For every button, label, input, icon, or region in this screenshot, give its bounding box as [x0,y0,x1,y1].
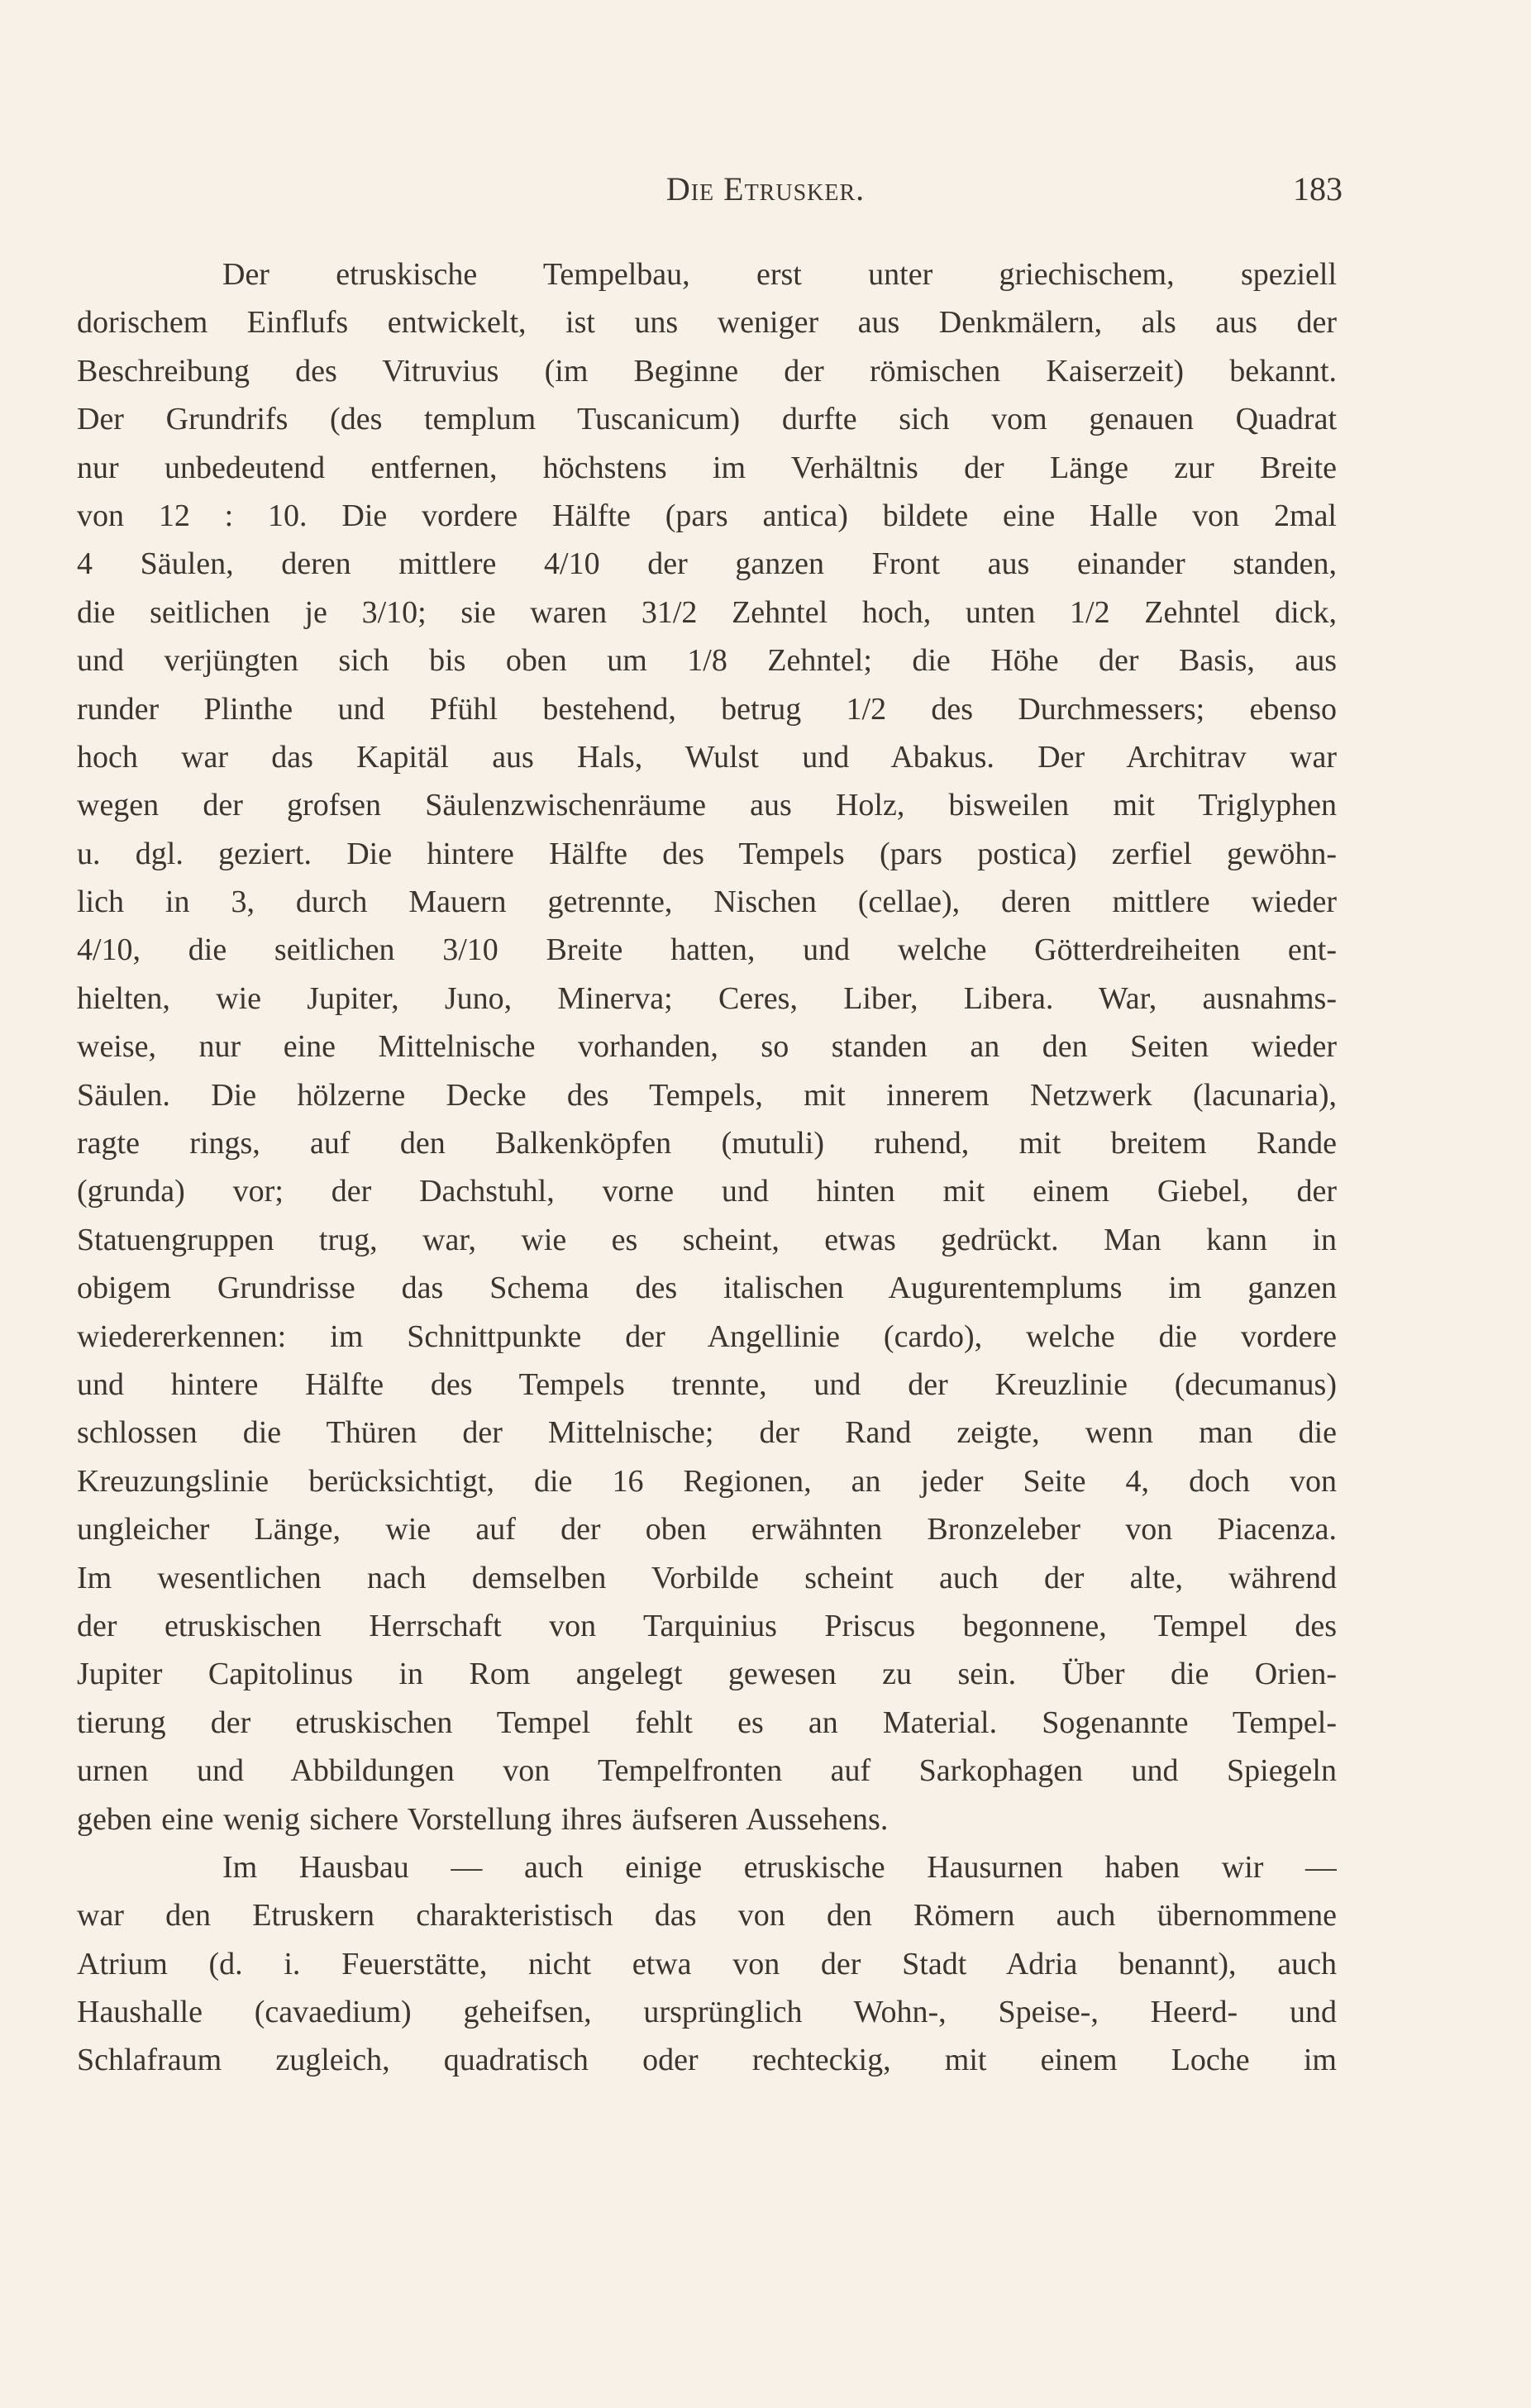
text-line: obigem Grundrisse das Schema des italischen Augurentemplums im ganzen [77,1271,1337,1306]
text-line: und hintere Hälfte des Tempels trennte, und der Kreuzlinie (decumanus) [77,1366,1337,1402]
text-line: Im wesentlichen nach demselben Vorbilde scheint auch der alte, während [77,1560,1337,1595]
text-line: nur unbedeutend entfernen, höchstens im Verhältnis der Länge zur Breite [77,450,1337,485]
text-line: weise, nur eine Mittelnische vorhanden, so standen an den Seiten wieder [77,1029,1337,1065]
page-number: 183 [1293,170,1343,207]
text-line: lich in 3, durch Mauern getrennte, Nischen (cellae), deren mittlere wieder [77,885,1337,920]
text-line: schlossen die Thüren der Mittelnische; der Rand zeigte, wenn man die [77,1415,1337,1451]
running-head [0,169,1531,219]
text-line: ragte rings, auf den Balkenköpfen (mutuli) ruhend, mit breitem Rande [77,1126,1337,1161]
text-line: Im Hausbau — auch einige etruskische Hausurnen haben wir — [222,1849,1337,1885]
text-line: 4 Säulen, deren mittlere 4/10 der ganzen Front aus einander standen, [77,546,1337,582]
text-line: (grunda) vor; der Dachstuhl, vorne und hinten mit einem Giebel, der [77,1174,1337,1209]
running-title: Die Etrusker. [665,170,866,207]
text-line: 4/10, die seitlichen 3/10 Breite hatten, und welche Götterdreiheiten ent- [77,932,1337,968]
text-line: der etruskischen Herrschaft von Tarquinius Priscus begonnene, Tempel des [77,1608,1337,1643]
text-line: Haushalle (cavaedium) geheifsen, ursprünglich Wohn-, Speise-, Heerd- und [77,1995,1337,2030]
text-line: Beschreibung des Vitruvius (im Beginne der römischen Kaiserzeit) bekannt. [77,353,1337,389]
text-line: war den Etruskern charakteristisch das von den Römern auch übernommene [77,1898,1337,1934]
text-line: Atrium (d. i. Feuerstätte, nicht etwa von der Stadt Adria benannt), auch [77,1946,1337,1981]
text-line: Statuengruppen trug, war, wie es scheint, etwas gedrückt. Man kann in [77,1222,1337,1257]
text-line: Der Grundrifs (des templum Tuscanicum) durfte sich vom genauen Quadrat [77,402,1337,437]
text-line: und verjüngten sich bis oben um 1/8 Zehntel; die Höhe der Basis, aus [77,643,1337,679]
text-line: geben eine wenig sichere Vorstellung ihres äufseren Aussehens. [77,1801,889,1837]
text-line: Säulen. Die hölzerne Decke des Tempels, mit innerem Netzwerk (lacunaria), [77,1077,1337,1113]
text-line: Schlafraum zugleich, quadratisch oder rechteckig, mit einem Loche im [77,2043,1337,2078]
text-line: hielten, wie Jupiter, Juno, Minerva; Ceres, Liber, Libera. War, ausnahms- [77,980,1337,1016]
text-line: wiedererkennen: im Schnittpunkte der Angellinie (cardo), welche die vordere [77,1318,1337,1354]
text-line: ungleicher Länge, wie auf der oben erwähnten Bronzeleber von Piacenza. [77,1512,1337,1547]
text-line: wegen der grofsen Säulenzwischenräume aus Holz, bisweilen mit Triglyphen [77,788,1337,823]
text-line: tierung der etruskischen Tempel fehlt es an Material. Sogenannte Tempel- [77,1705,1337,1740]
text-line: von 12 : 10. Die vordere Hälfte (pars antica) bildete eine Halle von 2mal [77,498,1337,533]
body-text [77,250,1337,2085]
text-line: dorischem Einflufs entwickelt, ist uns weniger aus Denkmälern, als aus der [77,305,1337,341]
text-line: Der etruskische Tempelbau, erst unter griechischem, speziell [222,257,1337,292]
text-line: Jupiter Capitolinus in Rom angelegt gewesen zu sein. Über die Orien- [77,1657,1337,1692]
text-line: urnen und Abbildungen von Tempelfronten auf Sarkophagen und Spiegeln [77,1753,1337,1789]
text-line: die seitlichen je 3/10; sie waren 31/2 Zehntel hoch, unten 1/2 Zehntel dick, [77,594,1337,630]
text-line: Kreuzungslinie berücksichtigt, die 16 Regionen, an jeder Seite 4, doch von [77,1463,1337,1499]
text-line: runder Plinthe und Pfühl bestehend, betrug 1/2 des Durchmessers; ebenso [77,691,1337,727]
text-line: u. dgl. geziert. Die hintere Hälfte des Tempels (pars postica) zerfiel gewöhn- [77,836,1337,871]
text-line: hoch war das Kapitäl aus Hals, Wulst und Abakus. Der Architrav war [77,739,1337,775]
